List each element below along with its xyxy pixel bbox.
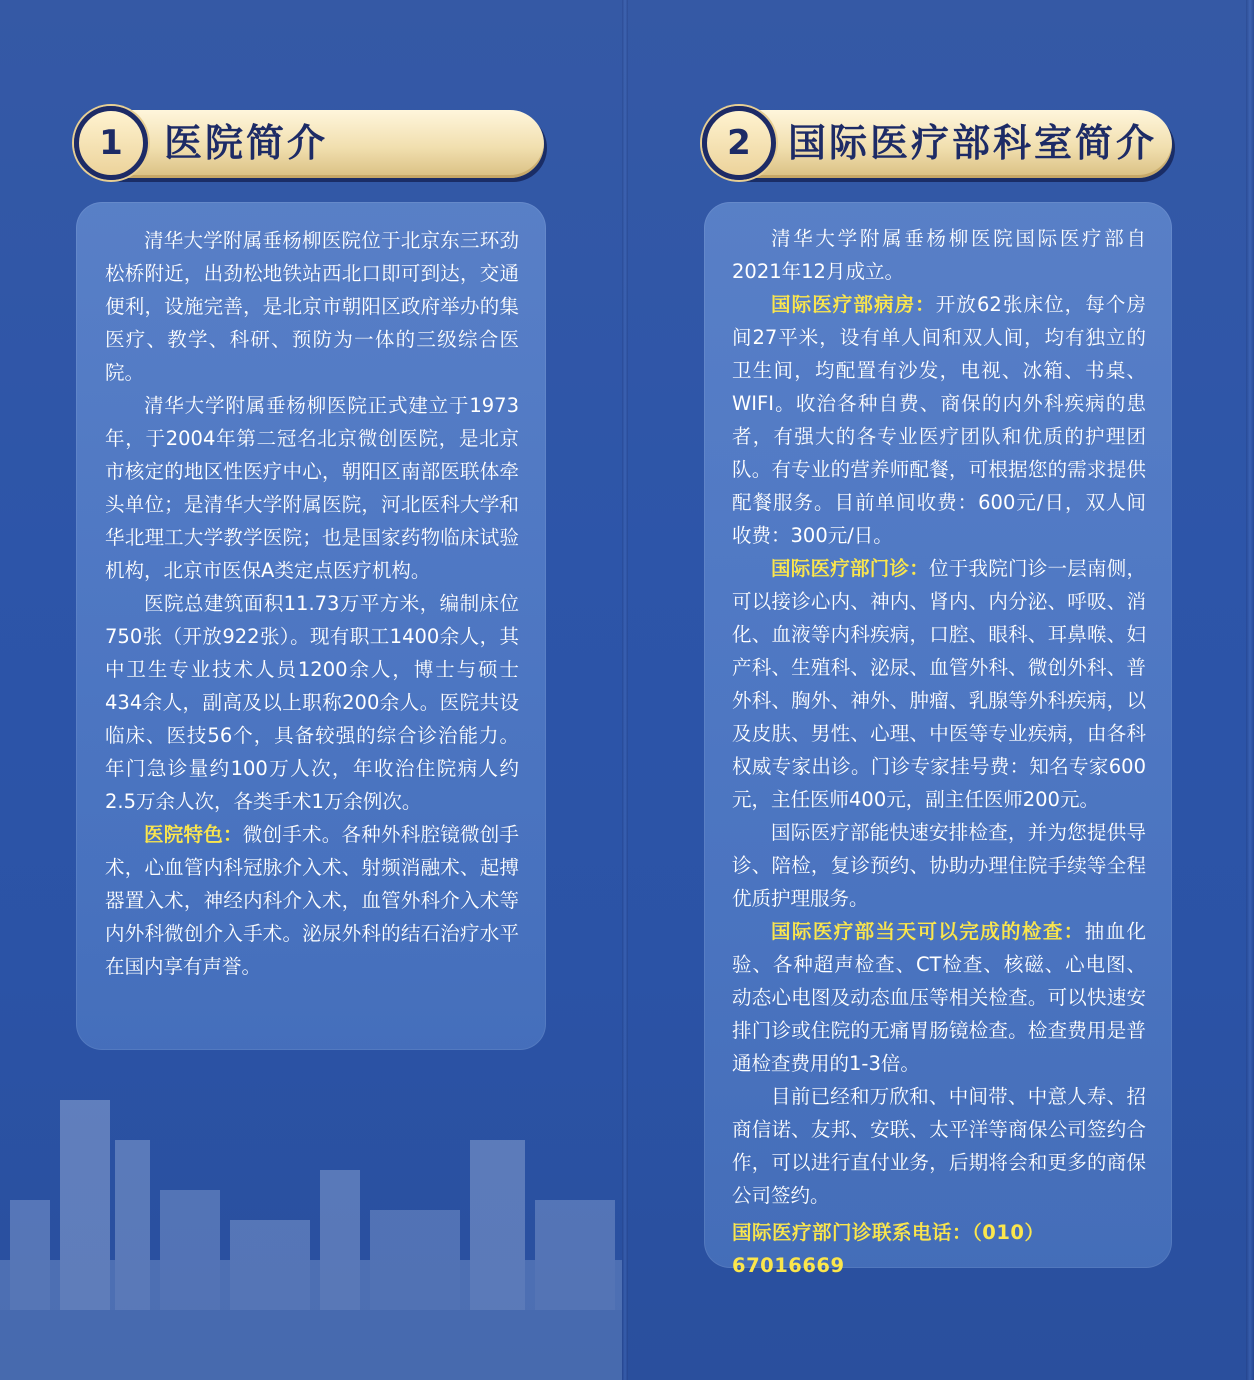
section1-paragraph: 医院特色：微创手术。各种外科腔镜微创手术，心血管内科冠脉介入术、射频消融术、起搏器置入术，神经内科介入术，血管外科介入术等内外科微创介入手术。泌尿外科的结石治疗水平在国内享有声誉。 [105, 823, 519, 978]
section1-number-badge: 1 [74, 106, 148, 180]
column-divider [622, 0, 628, 1380]
section2-panel [704, 202, 1172, 1277]
section2-paragraph: 国际医疗部病房：开放62张床位，每个房间27平米，设有单人间和双人间，均有独立的卫生间，均配置有沙发，电视、冰箱、书桌、WIFI。收治各种自费、商保的内外科疾病的患者，有强大的各专业医疗团队和优质的护理团队。有专业的营养师配餐，可根据您的需求提供配餐服务。目前单间收费：600元/日，双人间收费：300元/日。 [732, 293, 1146, 547]
section2-paragraph: 目前已经和万欣和、中间带、中意人寿、招商信诺、友邦、安联、太平洋等商保公司签约合作，可以进行直付业务，后期将会和更多的商保公司签约。 [732, 1085, 1146, 1207]
section1-paragraph: 清华大学附属垂杨柳医院正式建立于1973年，于2004年第二冠名北京微创医院，是北京市核定的地区性医疗中心，朝阳区南部医联体牵头单位；是清华大学附属医院，河北医科大学和华北理工大学教学医院；也是国家药物临床试验机构，北京市医保A类定点医疗机构。 [105, 394, 519, 582]
section2-body [732, 222, 1146, 1282]
hospital-building-image [0, 1080, 622, 1380]
section2-paragraph: 国际医疗部门诊：位于我院门诊一层南侧，可以接诊心内、神内、肾内、内分泌、呼吸、消化、血液等内科疾病，口腔、眼科、耳鼻喉、妇产科、生殖科、泌尿、血管外科、微创外科、普外科、胸外、神外、肿瘤、乳腺等外科疾病，以及皮肤、男性、心理、中医等专业疾病，由各科权威专家出诊。门诊专家挂号费：知名专家600元，主任医师400元，副主任医师200元。 [732, 557, 1146, 811]
section2-title: 国际医疗部科室简介 [788, 121, 1158, 165]
section1-paragraph: 清华大学附属垂杨柳医院位于北京东三环劲松桥附近，出劲松地铁站西北口即可到达，交通便利，设施完善，是北京市朝阳区政府举办的集医疗、教学、科研、预防为一体的三级综合医院。 [105, 229, 519, 384]
section1-panel [76, 202, 546, 1050]
right-edge-strip [1246, 0, 1254, 1380]
section1-paragraph: 医院总建筑面积11.73万平方米，编制床位750张（开放922张）。现有职工1400余人，其中卫生专业技术人员1200余人，博士与硕士434余人，副高及以上职称200余人。医院共设临床、医技56个，具备较强的综合诊治能力。年门急诊量约100万人次，年收治住院病人约2.5万余人次，各类手术1万余例次。 [105, 592, 519, 813]
section2-paragraph: 国际医疗部能快速安排检查，并为您提供导诊、陪检，复诊预约、协助办理住院手续等全程优质护理服务。 [732, 821, 1146, 910]
section1-title: 医院简介 [164, 121, 329, 165]
outpatient-label: 国际医疗部门诊： [771, 557, 929, 580]
section2-number-badge: 2 [702, 106, 776, 180]
contact-phone: 国际医疗部门诊联系电话：（010）67016669 [732, 1221, 1045, 1277]
section2-paragraph: 国际医疗部当天可以完成的检查：抽血化验、各种超声检查、CT检查、核磁、心电图、动态心电图及动态血压等相关检查。可以快速安排门诊或住院的无痛胃肠镜检查。检查费用是普通检查费用的1-3倍。 [732, 920, 1146, 1075]
section2-paragraph: 清华大学附属垂杨柳医院国际医疗部自2021年12月成立。 [732, 227, 1146, 283]
section1-body [105, 224, 519, 983]
ward-label: 国际医疗部病房： [771, 293, 936, 316]
same-day-exam-label: 国际医疗部当天可以完成的检查： [771, 920, 1085, 943]
hospital-feature-label: 医院特色： [144, 823, 243, 846]
